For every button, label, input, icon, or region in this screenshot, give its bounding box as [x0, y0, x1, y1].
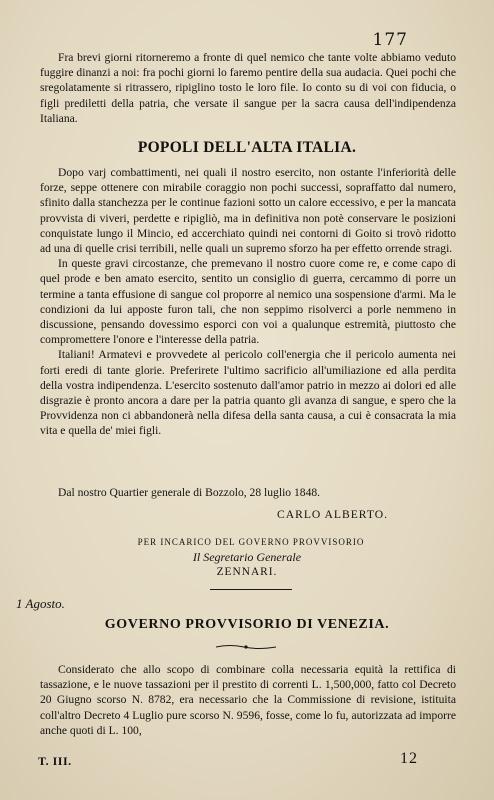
signature-mark: 12 — [400, 750, 418, 767]
government-commission-line: PER INCARICO DEL GOVERNO PROVVISORIO — [137, 537, 365, 547]
page-number: 177 — [372, 30, 408, 50]
intro-paragraph: Fra brevi giorni ritorneremo a fronte di quel nemico che tante volte abbiamo veduto fuggire dinanzi a noi: fra pochi giorni lo faremo pentire della sua audacia. Quei pochi che sregolatamente si ritrassero, ripiglino tosto le loro file. Io conto su di voi con fiducia, o figli prediletti della patria, che versate il sangue per la sacra causa dell'indipendenza Italiana. — [40, 51, 456, 125]
volume-mark: T. III. — [38, 754, 72, 768]
decree-text — [40, 662, 456, 738]
intro-text — [40, 50, 456, 126]
dateline: Dal nostro Quartier generale di Bozzolo, 28 luglio 1848. — [58, 486, 321, 499]
proclamation-text — [40, 165, 456, 439]
proclamation-paragraph: Italiani! Armatevi e provvedete al pericolo coll'energia che il pericolo aumenta nei forti eredi di tante glorie. Preferirete l'ultimo sacrificio all'umiliazione ed alla perdita della vostra indipendenza. L'esercito sostenuto dall'amor patrio in mezzo ai dolori ed alle disgrazie è pronto ancora a dare per la patria quanto gli avanza di sangue, e spero che la Provvidenza non ci abbandonerà nella difesa della santa causa, a cui è consacrata la mia vita e quella de' miei figli. — [40, 348, 456, 438]
proclamation-paragraph: In queste gravi circostanze, che premevano il nostro cuore come re, e come capo di quel prode e ben amato esercito, sentito un consiglio di guerra, cercammo di porre un termine a tanta effusione di sangue col proporre al nemico una sospensione d'armi. Ma le condizioni da lui apposte furon tali, che non seppimo risolverci a porle nemmeno in discussione, pensando dovessimo esporci con voi a qualunque estremità, piuttosto che compromettere l'onore e l'interesse della patria. — [40, 257, 456, 347]
secretary-title: Il Segretario Generale — [192, 550, 302, 564]
proclamation-paragraph: Dopo varj combattimenti, nei quali il nostro esercito, non ostante l'inferiorità delle forze, seppe ottenere con mirabile coraggio non pochi successi, sopraffatto dal numero, sfinito dalla stanchezza per le continue fazioni sotto un calore eccessivo, e per la mancata provvista di viveri, perdette e ripigliò, ma in definitiva non potè conservare le posizioni conquistate lungo il Mincio, ed accerchiato quindi nei contorni di Goito si trovò ridotto ad una di quelle crisi terribili, nelle quali un supremo sforzo ha per effetto orrende stragi. — [40, 166, 456, 256]
proclamation-heading: POPOLI DELL'ALTA ITALIA. — [137, 139, 357, 156]
signature: CARLO ALBERTO. — [276, 508, 388, 521]
decree-paragraph: Considerato che allo scopo di combinare colla necessaria equità la rettifica di tassazione, e le nuove tassazioni per il prestito di correnti L. 1,500,000, fatto col Decreto 20 Giugno scorso N. 8782, era necessario che la Commissione di revisione, istituita coll'altro Decreto 4 Luglio pure scorso N. 9596, fosse, come lo fu, autorizzata ad imporre anche quoti di L. 100, — [40, 663, 456, 737]
venice-government-heading: GOVERNO PROVVISORIO DI VENEZIA. — [104, 617, 390, 632]
ornament-divider-icon — [214, 644, 278, 650]
margin-date: 1 Agosto. — [16, 596, 65, 611]
government-block — [0, 536, 494, 580]
section-divider — [210, 589, 292, 590]
secretary-name: ZENNARI. — [216, 566, 278, 578]
